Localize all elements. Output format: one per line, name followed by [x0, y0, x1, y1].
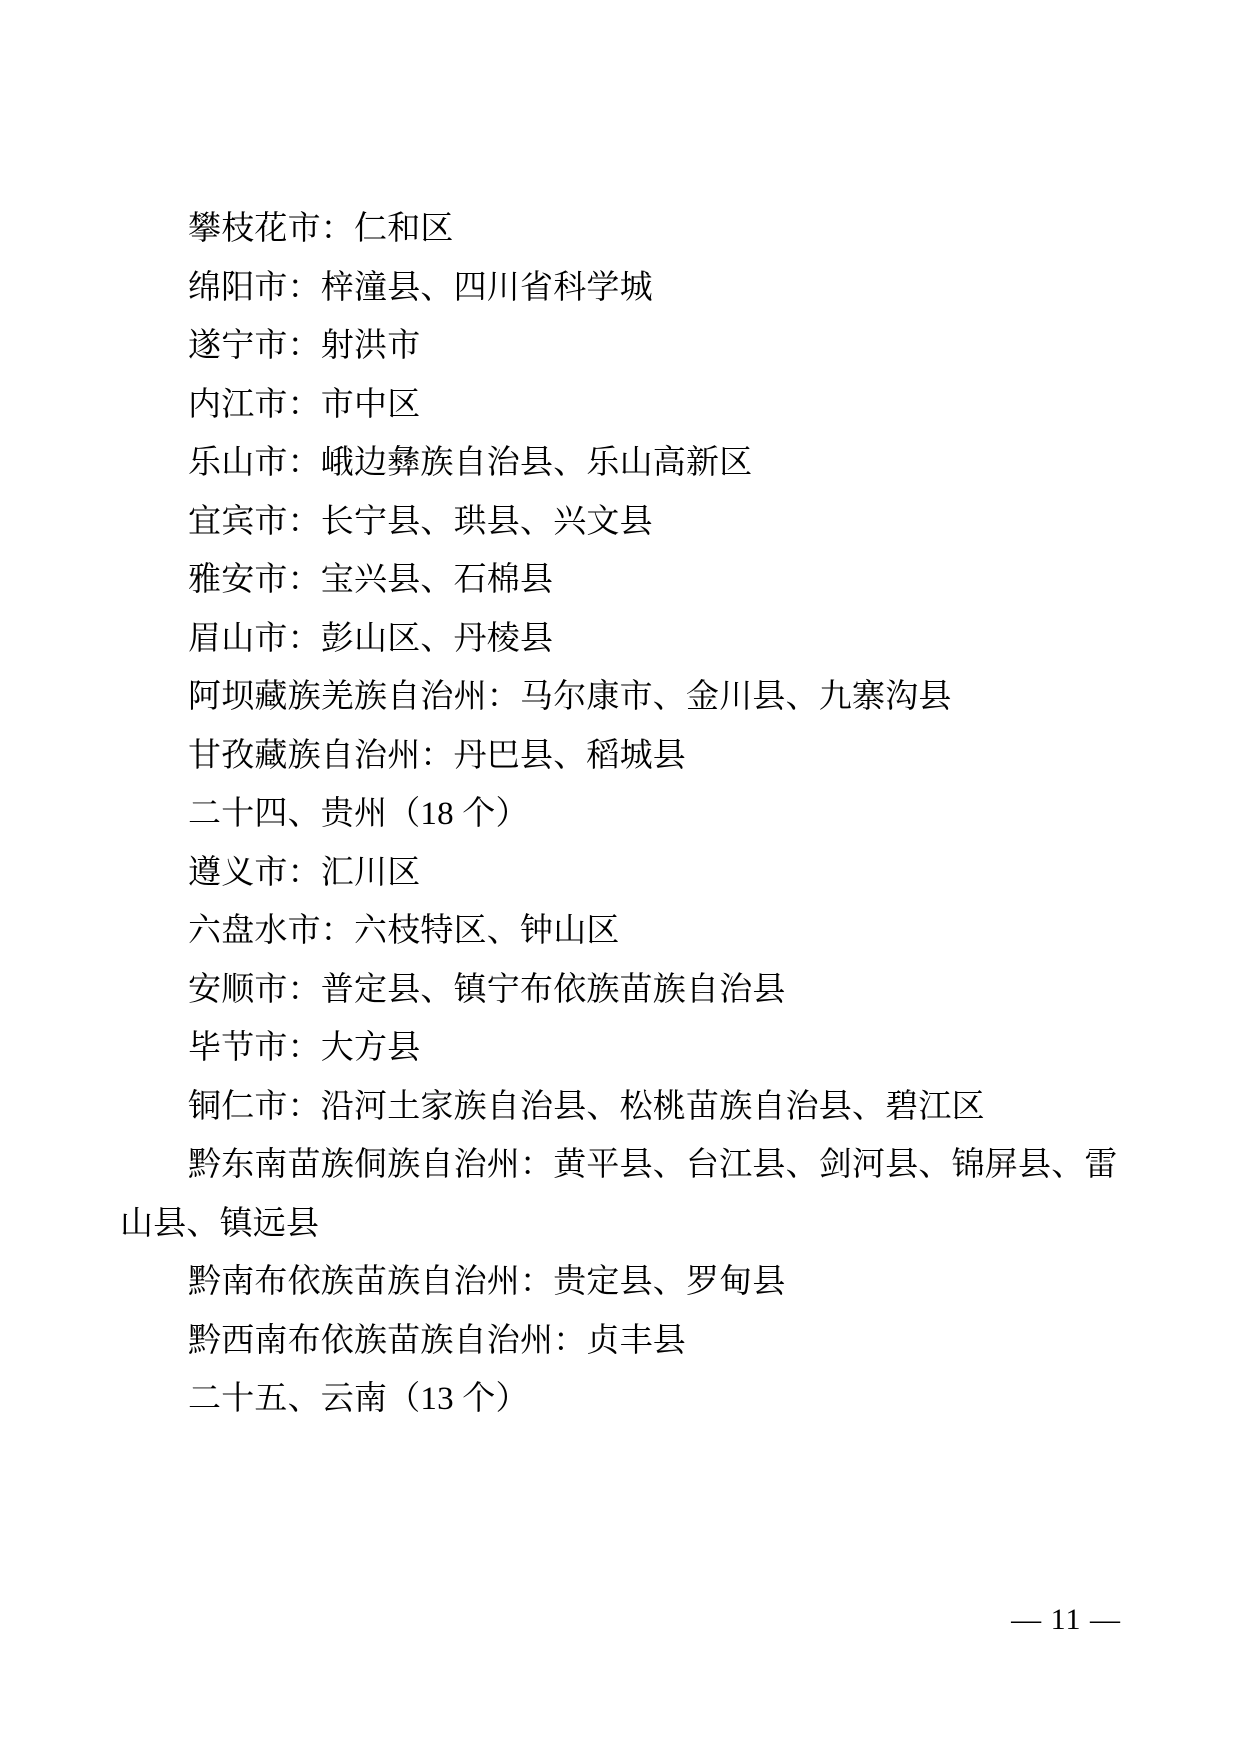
- paragraph: 遵义市：汇川区: [188, 854, 421, 891]
- paragraph: 六盘水市：六枝特区、钟山区: [188, 913, 620, 949]
- paragraph: 攀枝花市：仁和区: [188, 211, 454, 247]
- paragraph: 毕节市：大方县: [188, 1030, 421, 1066]
- paragraph: 铜仁市：沿河土家族自治县、松桃苗族自治县、碧江区: [188, 1088, 985, 1125]
- paragraph: 宜宾市：长宁县、珙县、兴文县: [188, 503, 653, 540]
- paragraph: 黔东南苗族侗族自治州：黄平县、台江县、剑河县、锦屏县、雷山县、镇远县: [120, 1147, 1118, 1242]
- paragraph: 遂宁市：射洪市: [188, 328, 421, 364]
- paragraph: 内江市：市中区: [188, 386, 421, 423]
- paragraph: 黔西南布依族苗族自治州：贞丰县: [188, 1322, 686, 1359]
- paragraph: 眉山市：彭山区、丹棱县: [188, 620, 554, 657]
- page-number: — 11 —: [1011, 1603, 1121, 1636]
- document-body: [120, 200, 1121, 1429]
- section-heading: 二十四、贵州（18 个）: [188, 796, 529, 832]
- paragraph: 甘孜藏族自治州：丹巴县、稻城县: [188, 737, 686, 774]
- paragraph: 乐山市：峨边彝族自治县、乐山高新区: [188, 445, 753, 481]
- paragraph: 雅安市：宝兴县、石棉县: [188, 562, 554, 598]
- paragraph: 阿坝藏族羌族自治州：马尔康市、金川县、九寨沟县: [188, 679, 952, 715]
- paragraph: 黔南布依族苗族自治州：贵定县、罗甸县: [188, 1264, 786, 1300]
- section-heading: 二十五、云南（13 个）: [188, 1381, 529, 1417]
- paragraph: 安顺市：普定县、镇宁布依族苗族自治县: [188, 971, 786, 1008]
- paragraph: 绵阳市：梓潼县、四川省科学城: [188, 269, 653, 306]
